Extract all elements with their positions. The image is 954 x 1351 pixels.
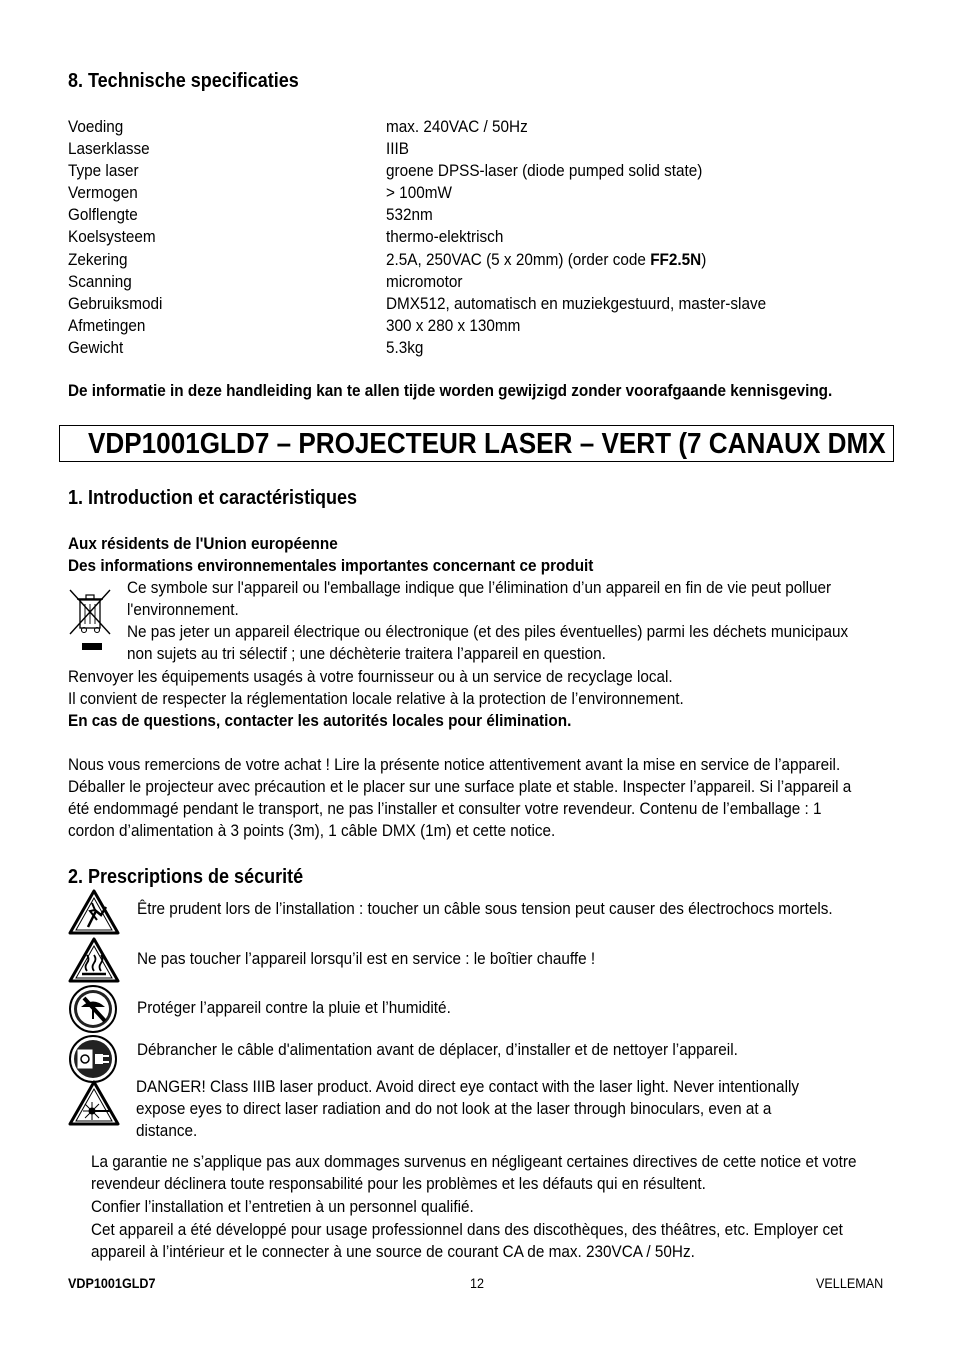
footer-page-number: 12 (470, 1275, 485, 1291)
spec-table (68, 116, 928, 359)
unplug-icon (68, 1034, 118, 1084)
laser-warning-line: expose eyes to direct laser radiation and do not look at the laser through binoculars, even at a (136, 1099, 772, 1118)
spec-row: Koelsysteem thermo-elektrisch (68, 227, 504, 247)
recycle-text: Renvoyer les équipements usagés à votre fournisseur ou à un service de recyclage local. (68, 667, 673, 686)
regulation-text: Il convient de respecter la réglementation locale relative à la protection de l’environnement. (68, 689, 684, 708)
hot-surface-warning-icon (68, 937, 120, 983)
closing-line: La garantie ne s’applique pas aux dommages survenus en négligeant certaines directives de cette notice et votre (91, 1152, 857, 1171)
spec-row: Scanning micromotor (68, 271, 463, 291)
section-1-heading: 1. Introduction et caractéristiques (68, 487, 358, 509)
no-rain-icon (68, 984, 118, 1034)
closing-line: revendeur déclinera toute responsabilité pour les problèmes et les défauts qui en résultent. (91, 1174, 706, 1193)
spec-row: Voeding max. 240VAC / 50Hz (68, 117, 528, 136)
closing-line: appareil à l’intérieur et le connecter à une source de courant CA de max. 230VCA / 50Hz. (91, 1242, 695, 1261)
eu-title: Aux résidents de l'Union européenne (68, 534, 338, 553)
weee-text-line: Ne pas jeter un appareil électrique ou électronique (et des piles éventuelles) parmi les déchets municipaux (127, 622, 849, 641)
footer-brand: VELLEMAN (816, 1275, 884, 1291)
closing-line: Confier l’installation et l’entretien à un personnel qualifié. (91, 1197, 474, 1216)
weee-text-line: non sujets au tri sélectif ; une déchèterie traitera l’appareil en question. (127, 644, 606, 663)
laser-warning-icon (68, 1080, 120, 1126)
weee-bin-icon (68, 586, 114, 652)
spec-row: Afmetingen 300 x 280 x 130mm (68, 315, 521, 335)
spec-row: Type laser groene DPSS-laser (diode pumped solid state) (68, 161, 703, 181)
weee-text-line: Ce symbole sur l'appareil ou l'emballage indique que l’élimination d’un appareil en fin de vie peut polluer (127, 578, 832, 597)
product-title-box (59, 425, 894, 462)
change-notice: De informatie in deze handleiding kan te allen tijde worden gewijzigd zonder voorafgaande kennisgeving. (68, 381, 833, 400)
spec-row: Vermogen > 100mW (68, 183, 452, 203)
eu-subtitle: Des informations environnementales importantes concernant ce produit (68, 556, 594, 575)
laser-warning-line: distance. (136, 1121, 198, 1140)
weee-text-line: l'environnement. (127, 600, 239, 619)
spec-row: Gebruiksmodi DMX512, automatisch en muziekgestuurd, master-slave (68, 293, 767, 313)
section-2-heading: 2. Prescriptions de sécurité (68, 866, 304, 888)
section-8-heading: 8. Technische specificaties (68, 70, 299, 92)
intro-line: cordon d’alimentation à 3 points (3m), 1 câble DMX (1m) et cette notice. (68, 821, 556, 840)
spec-row: Laserklasse IIIB (68, 139, 409, 159)
warning-electric-text: Être prudent lors de l’installation : toucher un câble sous tension peut causer des électrochocs mortels. (137, 899, 833, 918)
electric-shock-warning-icon (68, 889, 120, 935)
closing-line: Cet appareil a été développé pour usage professionnel dans des discothèques, des théâtres, etc. Employer cet (91, 1220, 843, 1239)
intro-line: été endommagé pendant le transport, ne pas l’installer et consulter votre revendeur. Contenu de l’emballage : 1 (68, 799, 822, 818)
footer-model: VDP1001GLD7 (68, 1275, 156, 1291)
laser-warning-line: DANGER! Class IIIB laser product. Avoid direct eye contact with the laser light. Never intentionally (136, 1077, 800, 1096)
spec-row: Gewicht 5.3kg (68, 337, 424, 357)
warning-unplug-text: Débrancher le câble d'alimentation avant de déplacer, d’installer et de nettoyer l’appareil. (137, 1040, 738, 1059)
warning-rain-text: Protéger l’appareil contre la pluie et l’humidité. (137, 998, 451, 1017)
warning-hot-text: Ne pas toucher l’appareil lorsqu’il est en service : le boîtier chauffe ! (137, 949, 596, 968)
questions-text: En cas de questions, contacter les autorités locales pour élimination. (68, 711, 572, 730)
spec-row: Zekering 2.5A, 250VAC (5 x 20mm) (order code FF2.5N) (68, 249, 707, 269)
intro-line: Déballer le projecteur avec précaution et le placer sur une surface plate et stable. Inspecter l’appareil. Si l’appareil a (68, 777, 852, 796)
product-title: VDP1001GLD7 – PROJECTEUR LASER – VERT (7 CANAUX DMX (88, 428, 886, 460)
intro-line: Nous vous remercions de votre achat ! Lire la présente notice attentivement avant la mise en service de l’appareil. (68, 755, 841, 774)
spec-row: Golflengte 532nm (68, 205, 433, 225)
